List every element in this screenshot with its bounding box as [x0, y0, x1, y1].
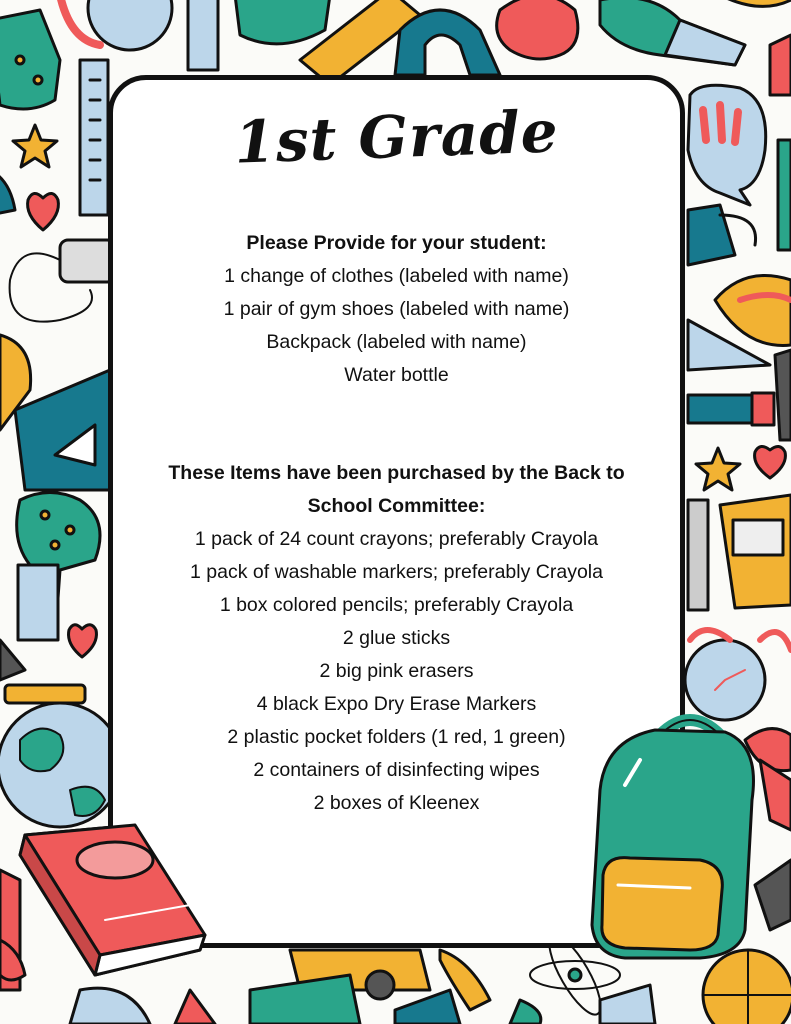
mouse-icon	[10, 240, 115, 322]
binoculars-icon	[755, 860, 791, 930]
page-title: 1st Grade	[233, 97, 560, 177]
magnet-icon	[395, 10, 500, 75]
football-icon	[715, 276, 791, 346]
pencil-icon	[188, 0, 218, 70]
apple-icon	[497, 0, 578, 59]
marker-icon	[688, 393, 774, 425]
purchased-heading-line1: These Items have been purchased by the Back to	[168, 462, 625, 484]
heart-icon	[28, 193, 59, 230]
list-item: 2 big pink erasers	[319, 660, 474, 682]
flask-icon	[600, 0, 745, 65]
binder-clip-icon	[688, 205, 756, 265]
clock-icon	[60, 0, 172, 50]
purchased-section	[120, 457, 673, 820]
mouse-icon	[235, 0, 330, 44]
flask-icon	[17, 493, 100, 641]
list-item: 2 containers of disinfecting wipes	[253, 759, 540, 781]
heart-icon	[755, 446, 786, 478]
provide-section	[120, 227, 673, 392]
ruler-icon	[80, 60, 108, 215]
purchased-heading-line2: School Committee:	[307, 495, 486, 517]
basketball-icon	[703, 950, 791, 1024]
list-item: 1 pair of gym shoes (labeled with name)	[223, 298, 570, 320]
list-item: 2 boxes of Kleenex	[313, 792, 480, 814]
list-item: 1 change of clothes (labeled with name)	[224, 265, 569, 287]
list-item: 1 pack of 24 count crayons; preferably Crayola	[194, 528, 599, 550]
clock-icon	[685, 630, 791, 720]
list-item: Backpack (labeled with name)	[266, 331, 527, 353]
star-icon	[13, 125, 57, 167]
list-item: 4 black Expo Dry Erase Markers	[256, 693, 537, 715]
list-item: 2 glue sticks	[342, 627, 451, 649]
speech-bubble-icon	[688, 85, 766, 205]
calculator-icon	[720, 495, 791, 608]
list-item: Water bottle	[344, 364, 449, 386]
star-icon	[696, 448, 740, 490]
globe-icon	[0, 685, 122, 827]
list-item: 1 box colored pencils; preferably Crayola	[219, 594, 574, 616]
flask-icon	[0, 10, 60, 109]
heart-icon	[69, 625, 97, 657]
list-item: 1 pack of washable markers; preferably Crayola	[190, 561, 603, 583]
flask-icon	[0, 170, 15, 215]
provide-heading: Please Provide for your student:	[246, 232, 547, 254]
list-item: 2 plastic pocket folders (1 red, 1 green)	[227, 726, 566, 748]
